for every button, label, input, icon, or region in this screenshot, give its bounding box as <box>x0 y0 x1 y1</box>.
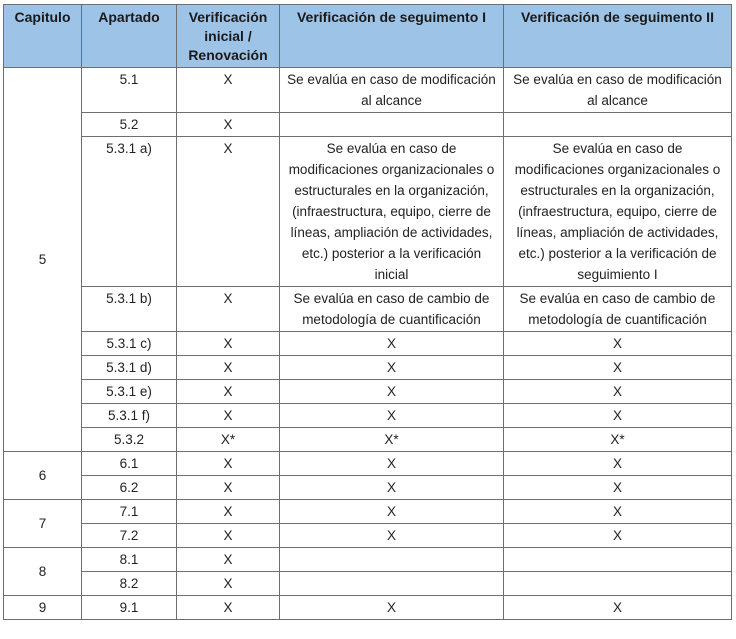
seg1-cell: Se evalúa en caso de cambio de metodología de cuantificación <box>280 287 504 332</box>
initial-cell: X <box>177 380 280 404</box>
seg1-cell: X <box>280 452 504 476</box>
initial-cell: X <box>177 548 280 572</box>
section-cell: 7.2 <box>82 524 177 548</box>
seg1-cell: X <box>280 356 504 380</box>
initial-cell: X <box>177 113 280 137</box>
initial-cell: X <box>177 572 280 596</box>
table-row <box>4 500 732 524</box>
section-cell: 9.1 <box>82 596 177 620</box>
header-capitulo: Capitulo <box>4 5 82 68</box>
initial-cell: X <box>177 404 280 428</box>
table-row <box>4 137 732 287</box>
seg1-cell: X <box>280 380 504 404</box>
table-row <box>4 572 732 596</box>
section-cell: 6.2 <box>82 476 177 500</box>
seg1-cell <box>280 113 504 137</box>
table-row <box>4 356 732 380</box>
section-cell: 5.3.1 a) <box>82 137 177 287</box>
seg1-cell: X* <box>280 428 504 452</box>
section-cell: 8.2 <box>82 572 177 596</box>
seg2-cell: X* <box>504 428 732 452</box>
table-row <box>4 596 732 620</box>
seg1-cell: X <box>280 476 504 500</box>
initial-cell: X <box>177 68 280 113</box>
seg1-cell: Se evalúa en caso de modificaciones organizacionales o estructurales en la organización, (infraestructura, equipo, cierre de líneas, ampliación de actividades, etc.) posterior a la verificación inicial <box>280 137 504 287</box>
initial-cell: X <box>177 332 280 356</box>
section-cell: 5.3.1 d) <box>82 356 177 380</box>
section-cell: 5.3.1 e) <box>82 380 177 404</box>
section-cell: 5.2 <box>82 113 177 137</box>
header-row <box>4 5 732 68</box>
section-cell: 8.1 <box>82 548 177 572</box>
section-cell: 5.3.2 <box>82 428 177 452</box>
section-cell: 5.3.1 f) <box>82 404 177 428</box>
verification-table <box>3 4 732 620</box>
table-row <box>4 428 732 452</box>
table-row <box>4 380 732 404</box>
initial-cell: X <box>177 596 280 620</box>
initial-cell: X <box>177 500 280 524</box>
initial-cell: X <box>177 452 280 476</box>
header-apartado: Apartado <box>82 5 177 68</box>
initial-cell: X <box>177 476 280 500</box>
table-row <box>4 332 732 356</box>
section-cell: 5.1 <box>82 68 177 113</box>
seg2-cell: X <box>504 596 732 620</box>
section-cell: 7.1 <box>82 500 177 524</box>
initial-cell: X <box>177 524 280 548</box>
seg1-cell: X <box>280 596 504 620</box>
section-cell: 6.1 <box>82 452 177 476</box>
chapter-cell: 7 <box>4 500 82 548</box>
initial-cell: X <box>177 137 280 287</box>
seg2-cell <box>504 548 732 572</box>
seg2-cell <box>504 572 732 596</box>
chapter-cell: 6 <box>4 452 82 500</box>
seg2-cell: X <box>504 500 732 524</box>
initial-cell: X <box>177 287 280 332</box>
section-cell: 5.3.1 b) <box>82 287 177 332</box>
chapter-cell: 8 <box>4 548 82 596</box>
seg2-cell: X <box>504 380 732 404</box>
seg1-cell: X <box>280 500 504 524</box>
seg1-cell <box>280 548 504 572</box>
seg1-cell: X <box>280 332 504 356</box>
table-row <box>4 452 732 476</box>
table-row <box>4 113 732 137</box>
seg2-cell: X <box>504 356 732 380</box>
table-row <box>4 404 732 428</box>
header-seguimiento-1: Verificación de seguimento I <box>280 5 504 68</box>
seg1-cell: X <box>280 404 504 428</box>
seg2-cell: X <box>504 476 732 500</box>
chapter-cell: 5 <box>4 68 82 452</box>
table-row <box>4 548 732 572</box>
seg2-cell: X <box>504 452 732 476</box>
chapter-cell: 9 <box>4 596 82 620</box>
initial-cell: X* <box>177 428 280 452</box>
table-row <box>4 287 732 332</box>
table-row <box>4 476 732 500</box>
seg2-cell: Se evalúa en caso de modificaciones organizacionales o estructurales en la organización, (infraestructura, equipo, cierre de líneas, ampliación de actividades, etc.) posterior a la verificación de seguimiento I <box>504 137 732 287</box>
seg1-cell <box>280 572 504 596</box>
seg2-cell <box>504 113 732 137</box>
seg2-cell: Se evalúa en caso de modificación al alcance <box>504 68 732 113</box>
seg1-cell: Se evalúa en caso de modificación al alcance <box>280 68 504 113</box>
header-verificacion-inicial: Verificación inicial / Renovación <box>177 5 280 68</box>
seg2-cell: X <box>504 524 732 548</box>
table-row <box>4 68 732 113</box>
seg2-cell: X <box>504 332 732 356</box>
seg2-cell: Se evalúa en caso de cambio de metodología de cuantificación <box>504 287 732 332</box>
section-cell: 5.3.1 c) <box>82 332 177 356</box>
table-row <box>4 524 732 548</box>
initial-cell: X <box>177 356 280 380</box>
header-seguimiento-2: Verificación de seguimento II <box>504 5 732 68</box>
seg1-cell: X <box>280 524 504 548</box>
seg2-cell: X <box>504 404 732 428</box>
